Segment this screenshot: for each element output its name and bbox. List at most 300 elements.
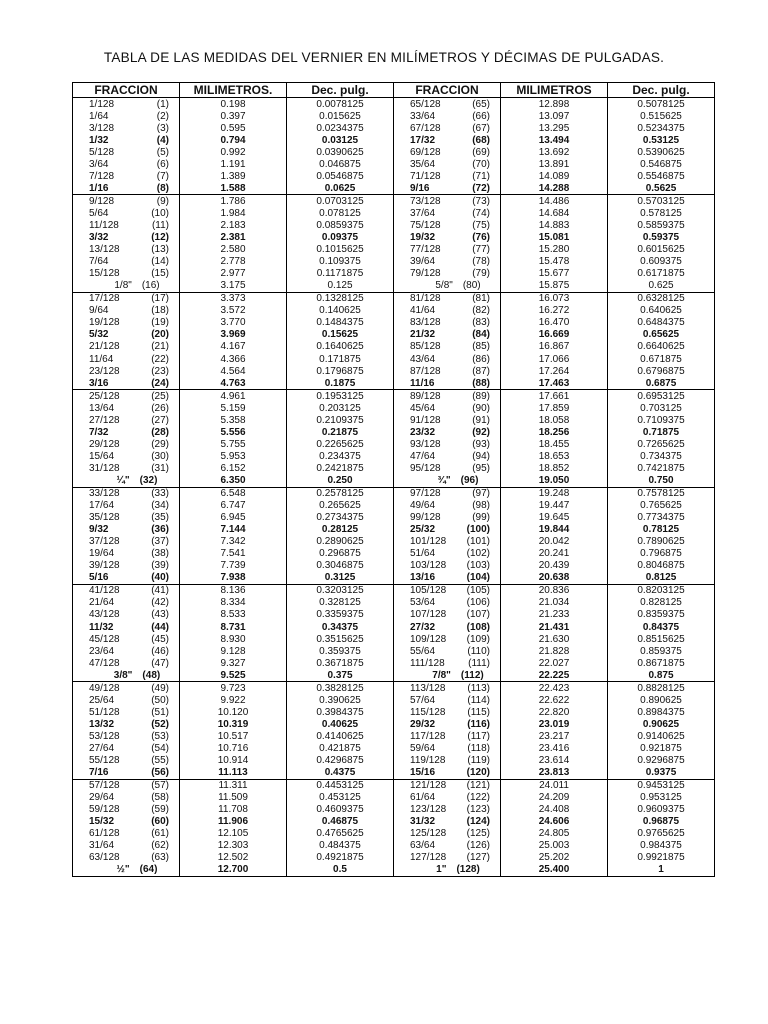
fraccion-cell-right — [394, 110, 501, 122]
milimetros-cell-left: 0.198 — [180, 98, 287, 111]
fraction-value: 83/128 — [410, 317, 441, 329]
fraccion-cell-left — [73, 864, 180, 877]
fraction-value: 105/128 — [410, 585, 447, 597]
sequence-number: (99) — [472, 512, 490, 524]
milimetros-cell-right: 25.202 — [501, 852, 608, 864]
sequence-number: (68) — [472, 134, 490, 146]
milimetros-cell-left: 9.922 — [180, 694, 287, 706]
dec-pulg-cell-left: 0.140625 — [287, 305, 394, 317]
fraction-value: 5/16 — [89, 572, 109, 584]
dec-pulg-cell-right: 0.8046875 — [608, 560, 715, 572]
table-row — [73, 548, 715, 560]
fraccion-cell-left — [73, 572, 180, 585]
sequence-number: (75) — [472, 219, 490, 231]
fraccion-cell-left — [73, 621, 180, 633]
fraccion-cell-right — [394, 341, 501, 353]
fraction-value: 63/64 — [410, 840, 436, 852]
milimetros-cell-right: 23.217 — [501, 730, 608, 742]
sequence-number: (89) — [472, 390, 490, 402]
fraccion-cell-right — [394, 365, 501, 377]
milimetros-cell-right: 18.852 — [501, 462, 608, 474]
dec-pulg-cell-right: 0.640625 — [608, 305, 715, 317]
sequence-number: (64) — [139, 864, 158, 876]
sequence-number: (30) — [151, 450, 169, 462]
sequence-number: (116) — [467, 718, 490, 730]
vernier-table — [72, 82, 715, 877]
header-dec-pulg-right: Dec. pulg. — [608, 83, 715, 98]
milimetros-cell-right: 16.470 — [501, 317, 608, 329]
fraccion-cell-left — [73, 232, 180, 244]
fraction-value: 95/128 — [410, 462, 441, 474]
sequence-number: (9) — [156, 195, 169, 207]
sequence-number: (80) — [462, 280, 481, 292]
dec-pulg-cell-left: 0.4453125 — [287, 779, 394, 792]
sequence-number: (83) — [472, 317, 490, 329]
fraction-value: 9/16 — [410, 182, 430, 194]
fraction-value: 25/64 — [89, 694, 115, 706]
sequence-number: (79) — [472, 268, 490, 280]
fraction-value: 65/128 — [410, 98, 441, 110]
fraccion-cell-left — [73, 828, 180, 840]
milimetros-cell-right: 14.288 — [501, 182, 608, 195]
fraccion-cell-right — [394, 852, 501, 864]
milimetros-cell-left: 3.373 — [180, 292, 287, 305]
milimetros-cell-right: 20.439 — [501, 560, 608, 572]
fraction-value: 23/128 — [89, 365, 120, 377]
fraccion-cell-right — [394, 584, 501, 597]
sequence-number: (106) — [466, 597, 490, 609]
fraccion-cell-right — [394, 170, 501, 182]
milimetros-cell-left: 5.953 — [180, 450, 287, 462]
dec-pulg-cell-left: 0.203125 — [287, 402, 394, 414]
sequence-number: (118) — [467, 743, 490, 754]
sequence-number: (71) — [472, 170, 490, 182]
dec-pulg-cell-left: 0.0078125 — [287, 98, 394, 111]
table-row — [73, 852, 715, 864]
dec-pulg-cell-right: 0.546875 — [608, 158, 715, 170]
dec-pulg-cell-right: 0.9140625 — [608, 730, 715, 742]
milimetros-cell-left: 10.319 — [180, 718, 287, 730]
table-row — [73, 292, 715, 305]
fraccion-cell-right — [394, 840, 501, 852]
sequence-number: (96) — [460, 474, 479, 486]
dec-pulg-cell-right: 0.78125 — [608, 524, 715, 536]
table-row — [73, 572, 715, 585]
sequence-number: (82) — [472, 305, 490, 317]
fraction-value: 9/128 — [89, 195, 115, 207]
dec-pulg-cell-right: 0.625 — [608, 280, 715, 293]
sequence-number: (37) — [151, 536, 169, 548]
fraction-value: 5/128 — [89, 146, 115, 158]
milimetros-cell-left: 3.969 — [180, 329, 287, 341]
milimetros-cell-left: 12.502 — [180, 852, 287, 864]
fraction-value: 29/32 — [410, 718, 436, 730]
milimetros-cell-right: 17.066 — [501, 353, 608, 365]
dec-pulg-cell-right: 0.8359375 — [608, 609, 715, 621]
milimetros-cell-right: 14.883 — [501, 219, 608, 231]
dec-pulg-cell-right: 0.5234375 — [608, 122, 715, 134]
milimetros-cell-left: 6.747 — [180, 500, 287, 512]
table-row — [73, 706, 715, 718]
milimetros-cell-left: 7.342 — [180, 536, 287, 548]
fraction-value: 79/128 — [410, 268, 441, 280]
sequence-number: (61) — [151, 828, 169, 840]
dec-pulg-cell-right: 0.9921875 — [608, 852, 715, 864]
fraccion-cell-left — [73, 500, 180, 512]
fraction-value: 127/128 — [410, 852, 447, 864]
milimetros-cell-right: 22.027 — [501, 657, 608, 669]
fraccion-cell-right — [394, 645, 501, 657]
fraction-value: 85/128 — [410, 341, 441, 353]
dec-pulg-cell-right: 0.6015625 — [608, 244, 715, 256]
sequence-number: (27) — [151, 414, 169, 426]
fraction-value: 3/64 — [89, 158, 109, 170]
fraction-value: 31/32 — [410, 816, 436, 828]
table-row — [73, 414, 715, 426]
sequence-number: (123) — [466, 804, 490, 816]
milimetros-cell-right: 25.400 — [501, 864, 608, 877]
dec-pulg-cell-right: 0.5703125 — [608, 195, 715, 208]
sequence-number: (85) — [472, 341, 490, 353]
sequence-number: (38) — [151, 548, 169, 560]
milimetros-cell-right: 18.653 — [501, 450, 608, 462]
sequence-number: (45) — [151, 633, 169, 645]
milimetros-cell-right: 18.256 — [501, 426, 608, 438]
milimetros-cell-left: 7.541 — [180, 548, 287, 560]
dec-pulg-cell-right: 0.5859375 — [608, 219, 715, 231]
dec-pulg-cell-left: 0.3671875 — [287, 657, 394, 669]
fraction-value: 39/128 — [89, 560, 120, 572]
fraccion-cell-left — [73, 438, 180, 450]
fraccion-cell-left — [73, 353, 180, 365]
milimetros-cell-right: 14.486 — [501, 195, 608, 208]
fraction-value: 11/16 — [410, 377, 435, 389]
fraccion-cell-left — [73, 219, 180, 231]
sequence-number: (115) — [467, 706, 490, 718]
dec-pulg-cell-right: 0.828125 — [608, 597, 715, 609]
sequence-number: (7) — [156, 170, 169, 182]
sequence-number: (98) — [472, 500, 490, 512]
fraccion-cell-left — [73, 341, 180, 353]
dec-pulg-cell-left: 0.0703125 — [287, 195, 394, 208]
milimetros-cell-left: 5.755 — [180, 438, 287, 450]
dec-pulg-cell-left: 0.21875 — [287, 426, 394, 438]
dec-pulg-cell-left: 0.4609375 — [287, 804, 394, 816]
sequence-number: (31) — [151, 462, 169, 474]
milimetros-cell-left: 6.350 — [180, 474, 287, 487]
milimetros-cell-right: 23.614 — [501, 755, 608, 767]
fraccion-cell-left — [73, 195, 180, 208]
dec-pulg-cell-right: 0.734375 — [608, 450, 715, 462]
milimetros-cell-right: 17.264 — [501, 365, 608, 377]
fraction-value: 77/128 — [410, 244, 441, 256]
table-row — [73, 779, 715, 792]
table-row — [73, 426, 715, 438]
fraction-value: 13/32 — [89, 718, 115, 730]
dec-pulg-cell-left: 0.3125 — [287, 572, 394, 585]
milimetros-cell-left: 10.716 — [180, 742, 287, 754]
dec-pulg-cell-right: 0.750 — [608, 474, 715, 487]
milimetros-cell-right: 15.875 — [501, 280, 608, 293]
table-row — [73, 182, 715, 195]
milimetros-cell-left: 3.770 — [180, 317, 287, 329]
fraction-value: 5/8" — [435, 280, 453, 292]
dec-pulg-cell-left: 0.5 — [287, 864, 394, 877]
fraccion-cell-right — [394, 500, 501, 512]
sequence-number: (4) — [156, 134, 169, 146]
dec-pulg-cell-left: 0.4921875 — [287, 852, 394, 864]
table-row — [73, 365, 715, 377]
fraccion-cell-right — [394, 207, 501, 219]
fraction-value: 107/128 — [410, 609, 447, 621]
dec-pulg-cell-left: 0.265625 — [287, 500, 394, 512]
fraccion-cell-left — [73, 146, 180, 158]
milimetros-cell-right: 22.423 — [501, 682, 608, 695]
fraction-value: 17/64 — [89, 500, 115, 512]
dec-pulg-cell-right: 0.8984375 — [608, 706, 715, 718]
fraction-value: 15/32 — [89, 816, 115, 828]
milimetros-cell-right: 21.828 — [501, 645, 608, 657]
fraction-value: 123/128 — [410, 804, 447, 816]
dec-pulg-cell-right: 0.9765625 — [608, 828, 715, 840]
table-row — [73, 438, 715, 450]
dec-pulg-cell-right: 0.7421875 — [608, 462, 715, 474]
milimetros-cell-right: 20.638 — [501, 572, 608, 585]
fraccion-cell-right — [394, 426, 501, 438]
fraccion-cell-right — [394, 718, 501, 730]
fraction-value: 15/128 — [89, 268, 120, 280]
milimetros-cell-left: 9.327 — [180, 657, 287, 669]
sequence-number: (109) — [466, 633, 490, 645]
milimetros-cell-left: 11.509 — [180, 792, 287, 804]
table-row — [73, 146, 715, 158]
dec-pulg-cell-left: 0.1796875 — [287, 365, 394, 377]
sequence-number: (34) — [151, 500, 169, 512]
fraccion-cell-right — [394, 524, 501, 536]
fraction-value: 33/64 — [410, 110, 436, 122]
milimetros-cell-left: 1.191 — [180, 158, 287, 170]
dec-pulg-cell-right: 0.671875 — [608, 353, 715, 365]
milimetros-cell-left: 4.961 — [180, 390, 287, 403]
fraction-value: 3/8" — [113, 669, 133, 681]
fraccion-cell-left — [73, 134, 180, 146]
fraction-value: 17/128 — [89, 293, 120, 305]
fraction-value: 11/32 — [89, 621, 114, 633]
fraction-value: 19/64 — [89, 548, 115, 560]
milimetros-cell-left: 11.906 — [180, 816, 287, 828]
fraction-value: 7/64 — [89, 256, 109, 268]
fraccion-cell-right — [394, 219, 501, 231]
table-row — [73, 402, 715, 414]
fraccion-cell-left — [73, 512, 180, 524]
dec-pulg-cell-right: 0.71875 — [608, 426, 715, 438]
fraccion-cell-left — [73, 718, 180, 730]
dec-pulg-cell-left: 0.2265625 — [287, 438, 394, 450]
milimetros-cell-left: 7.739 — [180, 560, 287, 572]
dec-pulg-cell-left: 0.4296875 — [287, 755, 394, 767]
fraction-value: 47/64 — [410, 450, 436, 462]
milimetros-cell-right: 21.034 — [501, 597, 608, 609]
milimetros-cell-right: 24.209 — [501, 792, 608, 804]
milimetros-cell-left: 11.311 — [180, 779, 287, 792]
milimetros-cell-right: 17.859 — [501, 402, 608, 414]
fraction-value: 25/32 — [410, 524, 436, 536]
sequence-number: (69) — [472, 146, 490, 158]
sequence-number: (66) — [472, 110, 490, 122]
fraction-value: 1/32 — [89, 134, 109, 146]
fraccion-cell-left — [73, 779, 180, 792]
sequence-number: (121) — [466, 780, 490, 792]
fraction-value: 1/16 — [89, 182, 109, 194]
fraccion-cell-right — [394, 414, 501, 426]
sequence-number: (122) — [466, 792, 490, 804]
sequence-number: (72) — [472, 182, 490, 194]
fraccion-cell-right — [394, 462, 501, 474]
dec-pulg-cell-right: 0.984375 — [608, 840, 715, 852]
dec-pulg-cell-right: 0.796875 — [608, 548, 715, 560]
milimetros-cell-left: 5.358 — [180, 414, 287, 426]
table-row — [73, 280, 715, 293]
dec-pulg-cell-right: 0.890625 — [608, 694, 715, 706]
fraction-value: 47/128 — [89, 657, 120, 669]
milimetros-cell-right: 18.455 — [501, 438, 608, 450]
fraccion-cell-left — [73, 694, 180, 706]
sequence-number: (74) — [472, 207, 490, 219]
table-row — [73, 244, 715, 256]
table-row — [73, 621, 715, 633]
fraccion-cell-right — [394, 512, 501, 524]
fraction-value: 31/64 — [89, 840, 115, 852]
fraccion-cell-right — [394, 682, 501, 695]
fraccion-cell-left — [73, 682, 180, 695]
dec-pulg-cell-left: 0.0390625 — [287, 146, 394, 158]
header-milimetros-left: MILIMETROS. — [180, 83, 287, 98]
table-row — [73, 682, 715, 695]
fraction-value: 57/128 — [89, 780, 120, 792]
milimetros-cell-left: 2.778 — [180, 256, 287, 268]
milimetros-cell-right: 13.097 — [501, 110, 608, 122]
milimetros-cell-right: 19.447 — [501, 500, 608, 512]
fraction-value: 3/128 — [89, 122, 115, 134]
sequence-number: (22) — [151, 353, 169, 365]
dec-pulg-cell-left: 0.1875 — [287, 377, 394, 390]
dec-pulg-cell-right: 0.5625 — [608, 182, 715, 195]
fraccion-cell-left — [73, 487, 180, 500]
milimetros-cell-right: 23.416 — [501, 742, 608, 754]
table-row — [73, 730, 715, 742]
dec-pulg-cell-right: 0.5390625 — [608, 146, 715, 158]
fraccion-cell-right — [394, 621, 501, 633]
milimetros-cell-left: 9.128 — [180, 645, 287, 657]
fraccion-cell-left — [73, 767, 180, 780]
dec-pulg-cell-left: 0.359375 — [287, 645, 394, 657]
fraccion-cell-left — [73, 244, 180, 256]
fraction-value: 35/64 — [410, 158, 436, 170]
fraction-value: 45/64 — [410, 402, 436, 414]
fraccion-cell-left — [73, 450, 180, 462]
fraction-value: 59/64 — [410, 743, 436, 754]
table-row — [73, 390, 715, 403]
fraccion-cell-left — [73, 840, 180, 852]
sequence-number: (56) — [151, 767, 169, 779]
milimetros-cell-left: 0.595 — [180, 122, 287, 134]
sequence-number: (17) — [151, 293, 169, 305]
table-row — [73, 645, 715, 657]
sequence-number: (51) — [151, 706, 169, 718]
dec-pulg-cell-right: 0.8671875 — [608, 657, 715, 669]
milimetros-cell-right: 16.867 — [501, 341, 608, 353]
milimetros-cell-right: 22.225 — [501, 669, 608, 682]
table-row — [73, 487, 715, 500]
milimetros-cell-left: 5.159 — [180, 402, 287, 414]
fraccion-cell-left — [73, 706, 180, 718]
fraccion-cell-left — [73, 657, 180, 669]
fraction-value: 31/128 — [89, 462, 120, 474]
sequence-number: (100) — [466, 524, 490, 536]
fraction-value: 7/8" — [432, 669, 451, 681]
fraccion-cell-right — [394, 182, 501, 195]
table-row — [73, 560, 715, 572]
milimetros-cell-right: 24.011 — [501, 779, 608, 792]
fraccion-cell-left — [73, 329, 180, 341]
table-row — [73, 755, 715, 767]
milimetros-cell-left: 8.136 — [180, 584, 287, 597]
sequence-number: (33) — [151, 488, 169, 500]
fraction-value: 101/128 — [410, 536, 447, 548]
sequence-number: (63) — [151, 852, 169, 864]
sequence-number: (127) — [466, 852, 490, 864]
table-row — [73, 195, 715, 208]
dec-pulg-cell-left: 0.328125 — [287, 597, 394, 609]
milimetros-cell-left: 3.175 — [180, 280, 287, 293]
fraccion-cell-right — [394, 402, 501, 414]
sequence-number: (49) — [151, 682, 169, 694]
sequence-number: (62) — [151, 840, 169, 852]
fraction-value: 1/128 — [89, 98, 115, 110]
dec-pulg-cell-left: 0.03125 — [287, 134, 394, 146]
milimetros-cell-right: 17.463 — [501, 377, 608, 390]
dec-pulg-cell-left: 0.15625 — [287, 329, 394, 341]
sequence-number: (84) — [472, 329, 490, 341]
sequence-number: (40) — [151, 572, 169, 584]
fraction-value: 25/128 — [89, 390, 120, 402]
fraction-value: 11/128 — [89, 219, 119, 231]
fraccion-cell-right — [394, 268, 501, 280]
sequence-number: (8) — [156, 182, 169, 194]
dec-pulg-cell-left: 0.1171875 — [287, 268, 394, 280]
milimetros-cell-right: 14.089 — [501, 170, 608, 182]
fraction-value: 41/128 — [89, 585, 120, 597]
sequence-number: (111) — [468, 657, 490, 669]
fraction-value: 1/64 — [89, 110, 109, 122]
fraccion-cell-left — [73, 280, 180, 293]
fraccion-cell-right — [394, 864, 501, 877]
milimetros-cell-left: 12.105 — [180, 828, 287, 840]
dec-pulg-cell-right: 0.609375 — [608, 256, 715, 268]
sequence-number: (104) — [466, 572, 490, 584]
fraccion-cell-right — [394, 232, 501, 244]
dec-pulg-cell-right: 0.578125 — [608, 207, 715, 219]
sequence-number: (28) — [151, 426, 169, 438]
fraccion-cell-left — [73, 633, 180, 645]
fraction-value: 61/64 — [410, 792, 436, 804]
sequence-number: (77) — [472, 244, 490, 256]
fraction-value: 67/128 — [410, 122, 441, 134]
sequence-number: (3) — [156, 122, 169, 134]
fraccion-cell-left — [73, 170, 180, 182]
fraction-value: 109/128 — [410, 633, 447, 645]
dec-pulg-cell-right: 0.6328125 — [608, 292, 715, 305]
